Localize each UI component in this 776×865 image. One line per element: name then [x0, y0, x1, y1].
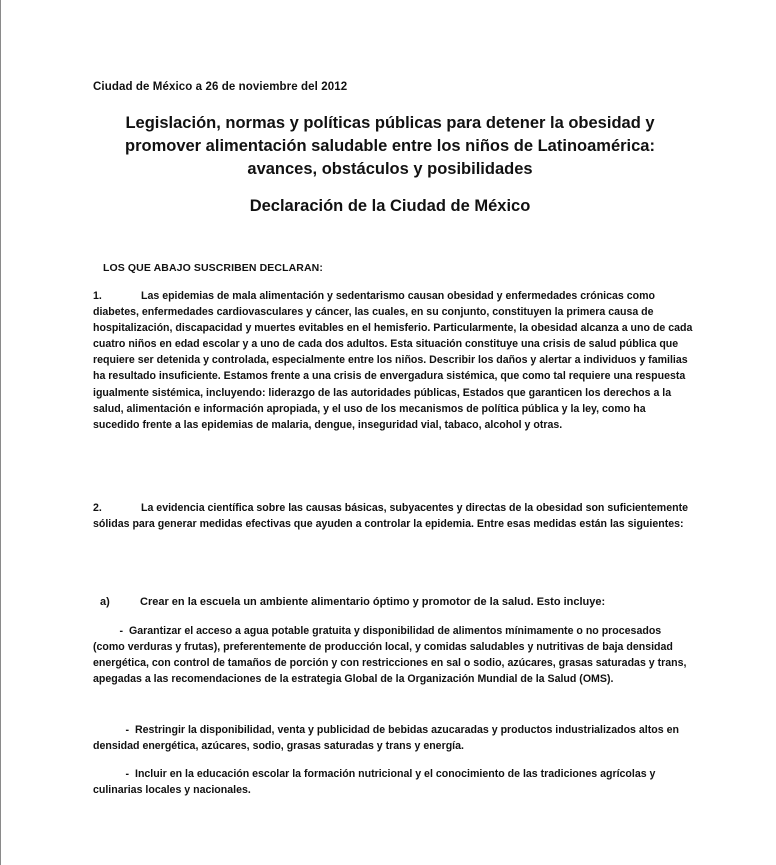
- bullet-item: [93, 766, 693, 798]
- paragraph-text: Las epidemias de mala alimentación y sedentarismo causan obesidad y enfermedades crónicas como diabetes, enfermedades cardiovasculares y cáncer, las cuales, en su conjunto, constituyen la primera causa de hospitalización, discapacidad y muertes evitables en el hemisferio. Particularmente, la obesidad alcanza a uno de cada cuatro niños en edad escolar y a uno de cada dos adultos. Esta situación constituye una crisis de salud pública que requiere ser detenida y controlada, especialmente entre los niños. Describir los daños y alertar a individuos y familias ha resultado insuficiente. Estamos frente a una crisis de envergadura sistémica, que como tal requiere una respuesta igualmente sistémica, incluyendo: liderazgo de las autoridades públicas, Estados que garanticen los derechos a la salud, alimentación e información apropiada, y el uso de los mecanismos de política pública y la ley, como ha sucedido frente a las epidemias de malaria, dengue, inseguridad vial, tabaco, alcohol y otras.: [93, 290, 693, 431]
- date-line: Ciudad de México a 26 de noviembre del 2012: [93, 81, 348, 93]
- list-item-text: Crear en la escuela un ambiente alimentario óptimo y promotor de la salud. Esto incluye:: [140, 596, 606, 608]
- paragraph-1: [93, 288, 693, 433]
- bullet-item: [93, 722, 693, 754]
- bullet-text: Incluir en la educación escolar la formación nutricional y el conocimiento de las tradiciones agrícolas y culinarias locales y nacionales.: [93, 768, 656, 797]
- bullet-text: Restringir la disponibilidad, venta y publicidad de bebidas azucaradas y productos industrializados altos en densidad energética, azúcares, sodio, grasas saturadas y trans y energía.: [93, 724, 679, 753]
- paragraph-number: 1.: [93, 290, 102, 302]
- document-subtitle: Declaración de la Ciudad de México: [249, 197, 531, 215]
- paragraph-number: 2.: [93, 502, 102, 514]
- declaration-intro: LOS QUE ABAJO SUSCRIBEN DECLARAN:: [103, 262, 323, 274]
- bullet-item: [93, 623, 693, 687]
- list-item-letter: a): [100, 596, 110, 608]
- paragraph-2: [93, 500, 693, 532]
- paragraph-text: La evidencia científica sobre las causas básicas, subyacentes y directas de la obesidad son suficientemente sólidas para generar medidas efectivas que ayuden a controlar la epidemia. Entre esas medidas están las siguientes:: [93, 502, 688, 531]
- list-item-a: [100, 596, 605, 608]
- bullet-dash: -: [119, 625, 123, 637]
- bullet-dash: -: [125, 724, 129, 736]
- bullet-dash: -: [125, 768, 129, 780]
- document-title: Legislación, normas y políticas públicas para detener la obesidad y promover alimentación saludable entre los niños de Latinoamérica: avances, obstáculos y posibilidades: [125, 114, 655, 178]
- bullet-text: Garantizar el acceso a agua potable gratuita y disponibilidad de alimentos mínimamente o no procesados (como verduras y frutas), preferentemente de producción local, y comidas saludables y nutritivas de baja densidad energética, con control de tamaños de porción y con restricciones en sal o sodio, azúcares, grasas saturadas y trans, apegadas a las recomendaciones de la estrategia Global de la Organización Mundial de la Salud (OMS).: [93, 625, 687, 686]
